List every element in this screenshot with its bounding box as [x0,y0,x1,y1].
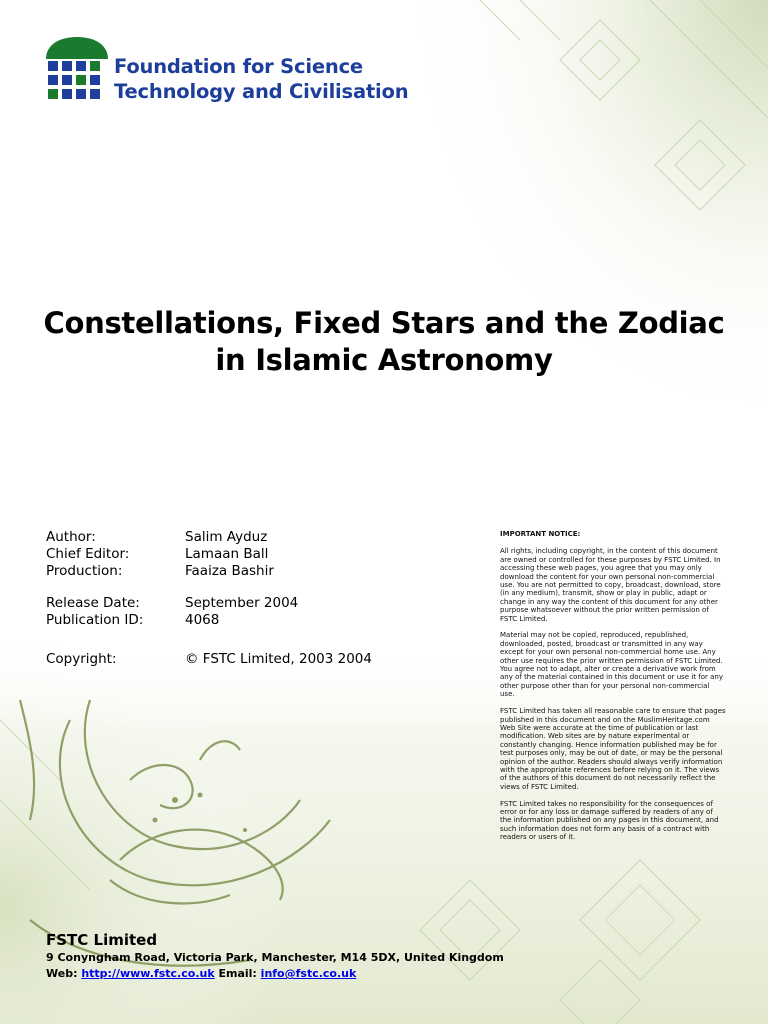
organization-name-line2: Technology and Civilisation [114,80,409,103]
footer-address: 9 Conyngham Road, Victoria Park, Manchester, M14 5DX, United Kingdom [46,951,504,964]
meta-label: Author: [46,529,96,545]
web-label: Web: [46,967,78,980]
email-label: Email: [218,967,257,980]
meta-value: September 2004 [185,595,299,611]
email-link[interactable]: info@fstc.co.uk [260,967,357,980]
web-link[interactable]: http://www.fstc.co.uk [81,967,215,980]
organization-name-line1: Foundation for Science [114,55,363,78]
title-line1: Constellations, Fixed Stars and the Zodiac [43,306,725,340]
meta-value: Faaiza Bashir [185,563,274,579]
footer [46,930,504,981]
organization-name [114,54,408,104]
important-notice [500,530,726,850]
meta-value: Salim Ayduz [185,529,268,545]
fstc-logo-icon [46,37,108,101]
meta-label: Chief Editor: [46,546,130,562]
document-title [0,305,768,379]
meta-value: 4068 [185,612,220,628]
meta-value: © FSTC Limited, 2003 2004 [185,651,372,667]
meta-value: Lamaan Ball [185,546,269,562]
meta-label: Release Date: [46,595,140,611]
notice-paragraph: FSTC Limited has taken all reasonable care to ensure that pages published in this document and on the MuslimHeritage.com Web Site were accurate at the time of publication or last modification. Web sites are by nature experimental or constantly changing. Hence information published may be for test purposes only, may be out of date, or may be the personal opinion of the author. Readers should always verify information with the appropriate references before relying on it. The views of the authors of this document do not necessarily reflect the views of FSTC Limited. [500,707,726,791]
meta-label: Publication ID: [46,612,144,628]
title-line2: in Islamic Astronomy [215,343,553,377]
notice-paragraph: All rights, including copyright, in the content of this document are owned or controlled for these purposes by FSTC Limited. In accessing these web pages, you agree that you may only download the content for your own personal non-commercial use. You are not permitted to copy, broadcast, download, store (in any medium), transmit, show or play in public, adapt or change in any way the content of this document for any other purpose whatsoever without the prior written permission of FSTC Limited. [500,547,721,623]
meta-label: Copyright: [46,651,117,667]
notice-heading: IMPORTANT NOTICE: [500,530,581,538]
notice-paragraph: Material may not be copied, reproduced, republished, downloaded, posted, broadcast or transmitted in any way except for your own personal non-commercial home use. Any other use requires the prior written permission of FSTC Limited. You agree not to adapt, alter or create a derivative work from any of the material contained in this document or use it for any other purpose other than for your personal non-commercial use. [500,631,723,699]
notice-paragraph: FSTC Limited takes no responsibility for the consequences of error or for any loss or damage suffered by readers of any of the information published on any pages in this document, and such information does not form any basis of a contract with readers or users of it. [500,799,719,842]
footer-contact [46,966,504,981]
footer-company: FSTC Limited [46,931,158,949]
meta-label: Production: [46,563,123,579]
